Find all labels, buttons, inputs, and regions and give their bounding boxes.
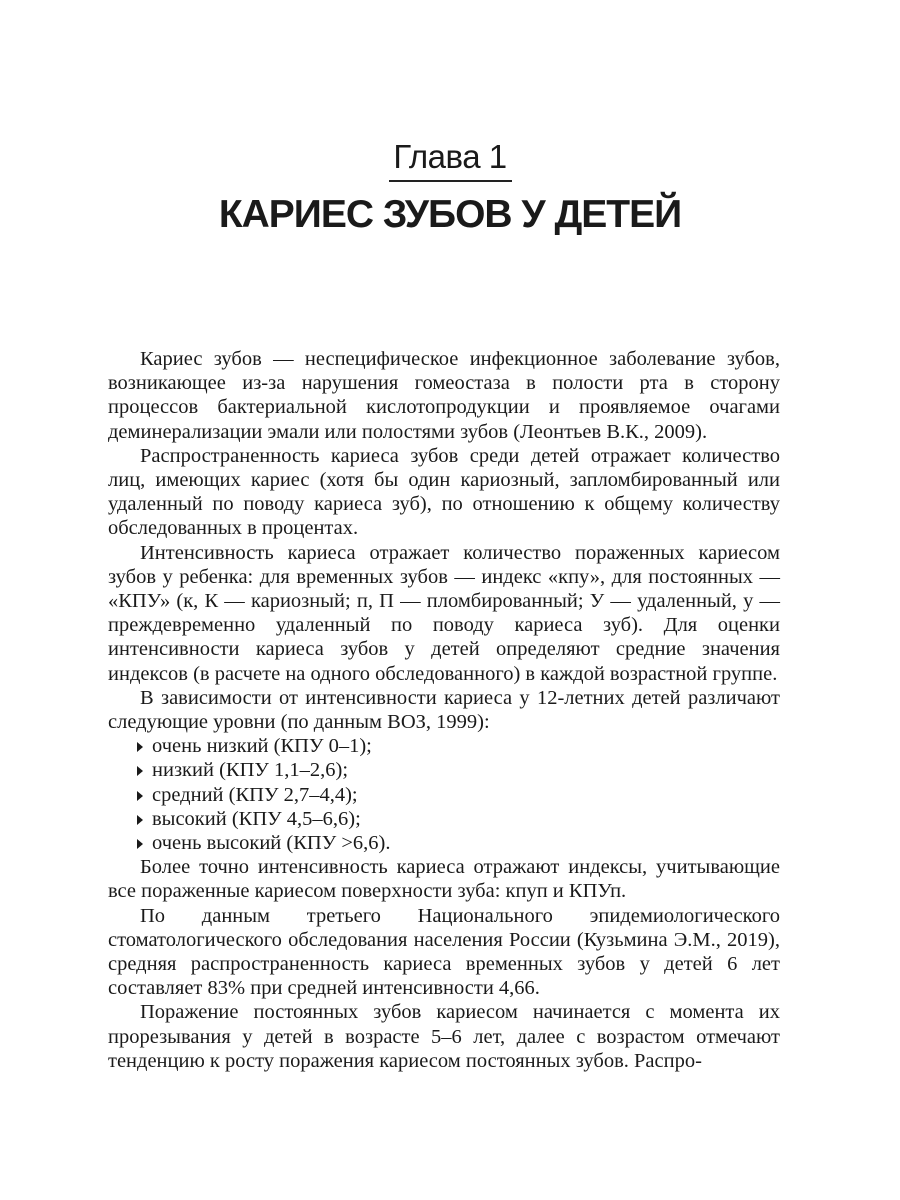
- list-item: [108, 758, 780, 782]
- chapter-label: Глава 1: [393, 138, 507, 175]
- paragraph-surface-indices: Более точно интенсивность кариеса отражают индексы, учитывающие все пораженные кариесом поверхности зуба: кпуп и КПУп.: [108, 856, 780, 903]
- body-text: [108, 347, 780, 1073]
- triangle-bullet-icon: [137, 791, 143, 801]
- triangle-bullet-icon: [137, 815, 143, 825]
- list-item: [108, 807, 780, 831]
- list-item: [108, 783, 780, 807]
- paragraph-definition: Кариес зубов — неспецифическое инфекционное заболевание зубов, возникающее из-за нарушения гомеостаза в полости рта в сторону процессов бактериальной кислотопродукции и проявляемое очагами деминерализации эмали или полостями зубов (Леонтьев В.К., 2009).: [108, 348, 780, 443]
- paragraph-intensity: Интенсивность кариеса отражает количество пораженных кариесом зубов у ребенка: для временных зубов — индекс «кпу», для постоянных — «КПУ» (к, К — кариозный; п, П — пломбированный; У — удаленный, у — преждевременно удаленный по поводу кариеса зуб). Для оценки интенсивности кариеса зубов у детей определяют средние значения индексов (в расчете на одного обследованного) в каждой возрастной группе.: [108, 541, 780, 685]
- triangle-bullet-icon: [137, 839, 143, 849]
- paragraph-prevalence: Распространенность кариеса зубов среди детей отражает количество лиц, имеющих кариес (хотя бы один кариозный, запломбированный или удаленный по поводу кариеса зуб), по отношению к общему количеству обследованных в процентах.: [108, 444, 780, 540]
- chapter-divider: [389, 180, 512, 182]
- list-item-text: очень высокий (КПУ >6,6).: [152, 832, 391, 855]
- chapter-title: КАРИЕС ЗУБОВ У ДЕТЕЙ: [218, 193, 682, 236]
- list-item-text: средний (КПУ 2,7–4,4);: [152, 783, 358, 806]
- list-item-text: низкий (КПУ 1,1–2,6);: [152, 759, 349, 782]
- paragraph-national-survey: По данным третьего Национального эпидемиологического стоматологического обследования населения России (Кузьмина Э.М., 2019), средняя распространенность кариеса временных зубов у детей 6 лет составляет 83% при средней интенсивности 4,66.: [108, 904, 780, 1000]
- list-item-text: очень низкий (КПУ 0–1);: [152, 735, 372, 758]
- triangle-bullet-icon: [137, 766, 143, 776]
- paragraph-permanent-teeth: Поражение постоянных зубов кариесом начинается с момента их прорезывания у детей в возрасте 5–6 лет, далее с возрастом отмечают тенденцию к росту поражения кариесом постоянных зубов. Распро-: [108, 1001, 780, 1072]
- triangle-bullet-icon: [137, 742, 143, 752]
- list-item: [108, 734, 780, 758]
- list-item: [108, 831, 780, 855]
- levels-list: [108, 734, 780, 855]
- list-item-text: высокий (КПУ 4,5–6,6);: [152, 807, 361, 830]
- paragraph-levels-intro: В зависимости от интенсивности кариеса у 12-летних детей различают следующие уровни (по данным ВОЗ, 1999):: [108, 686, 780, 734]
